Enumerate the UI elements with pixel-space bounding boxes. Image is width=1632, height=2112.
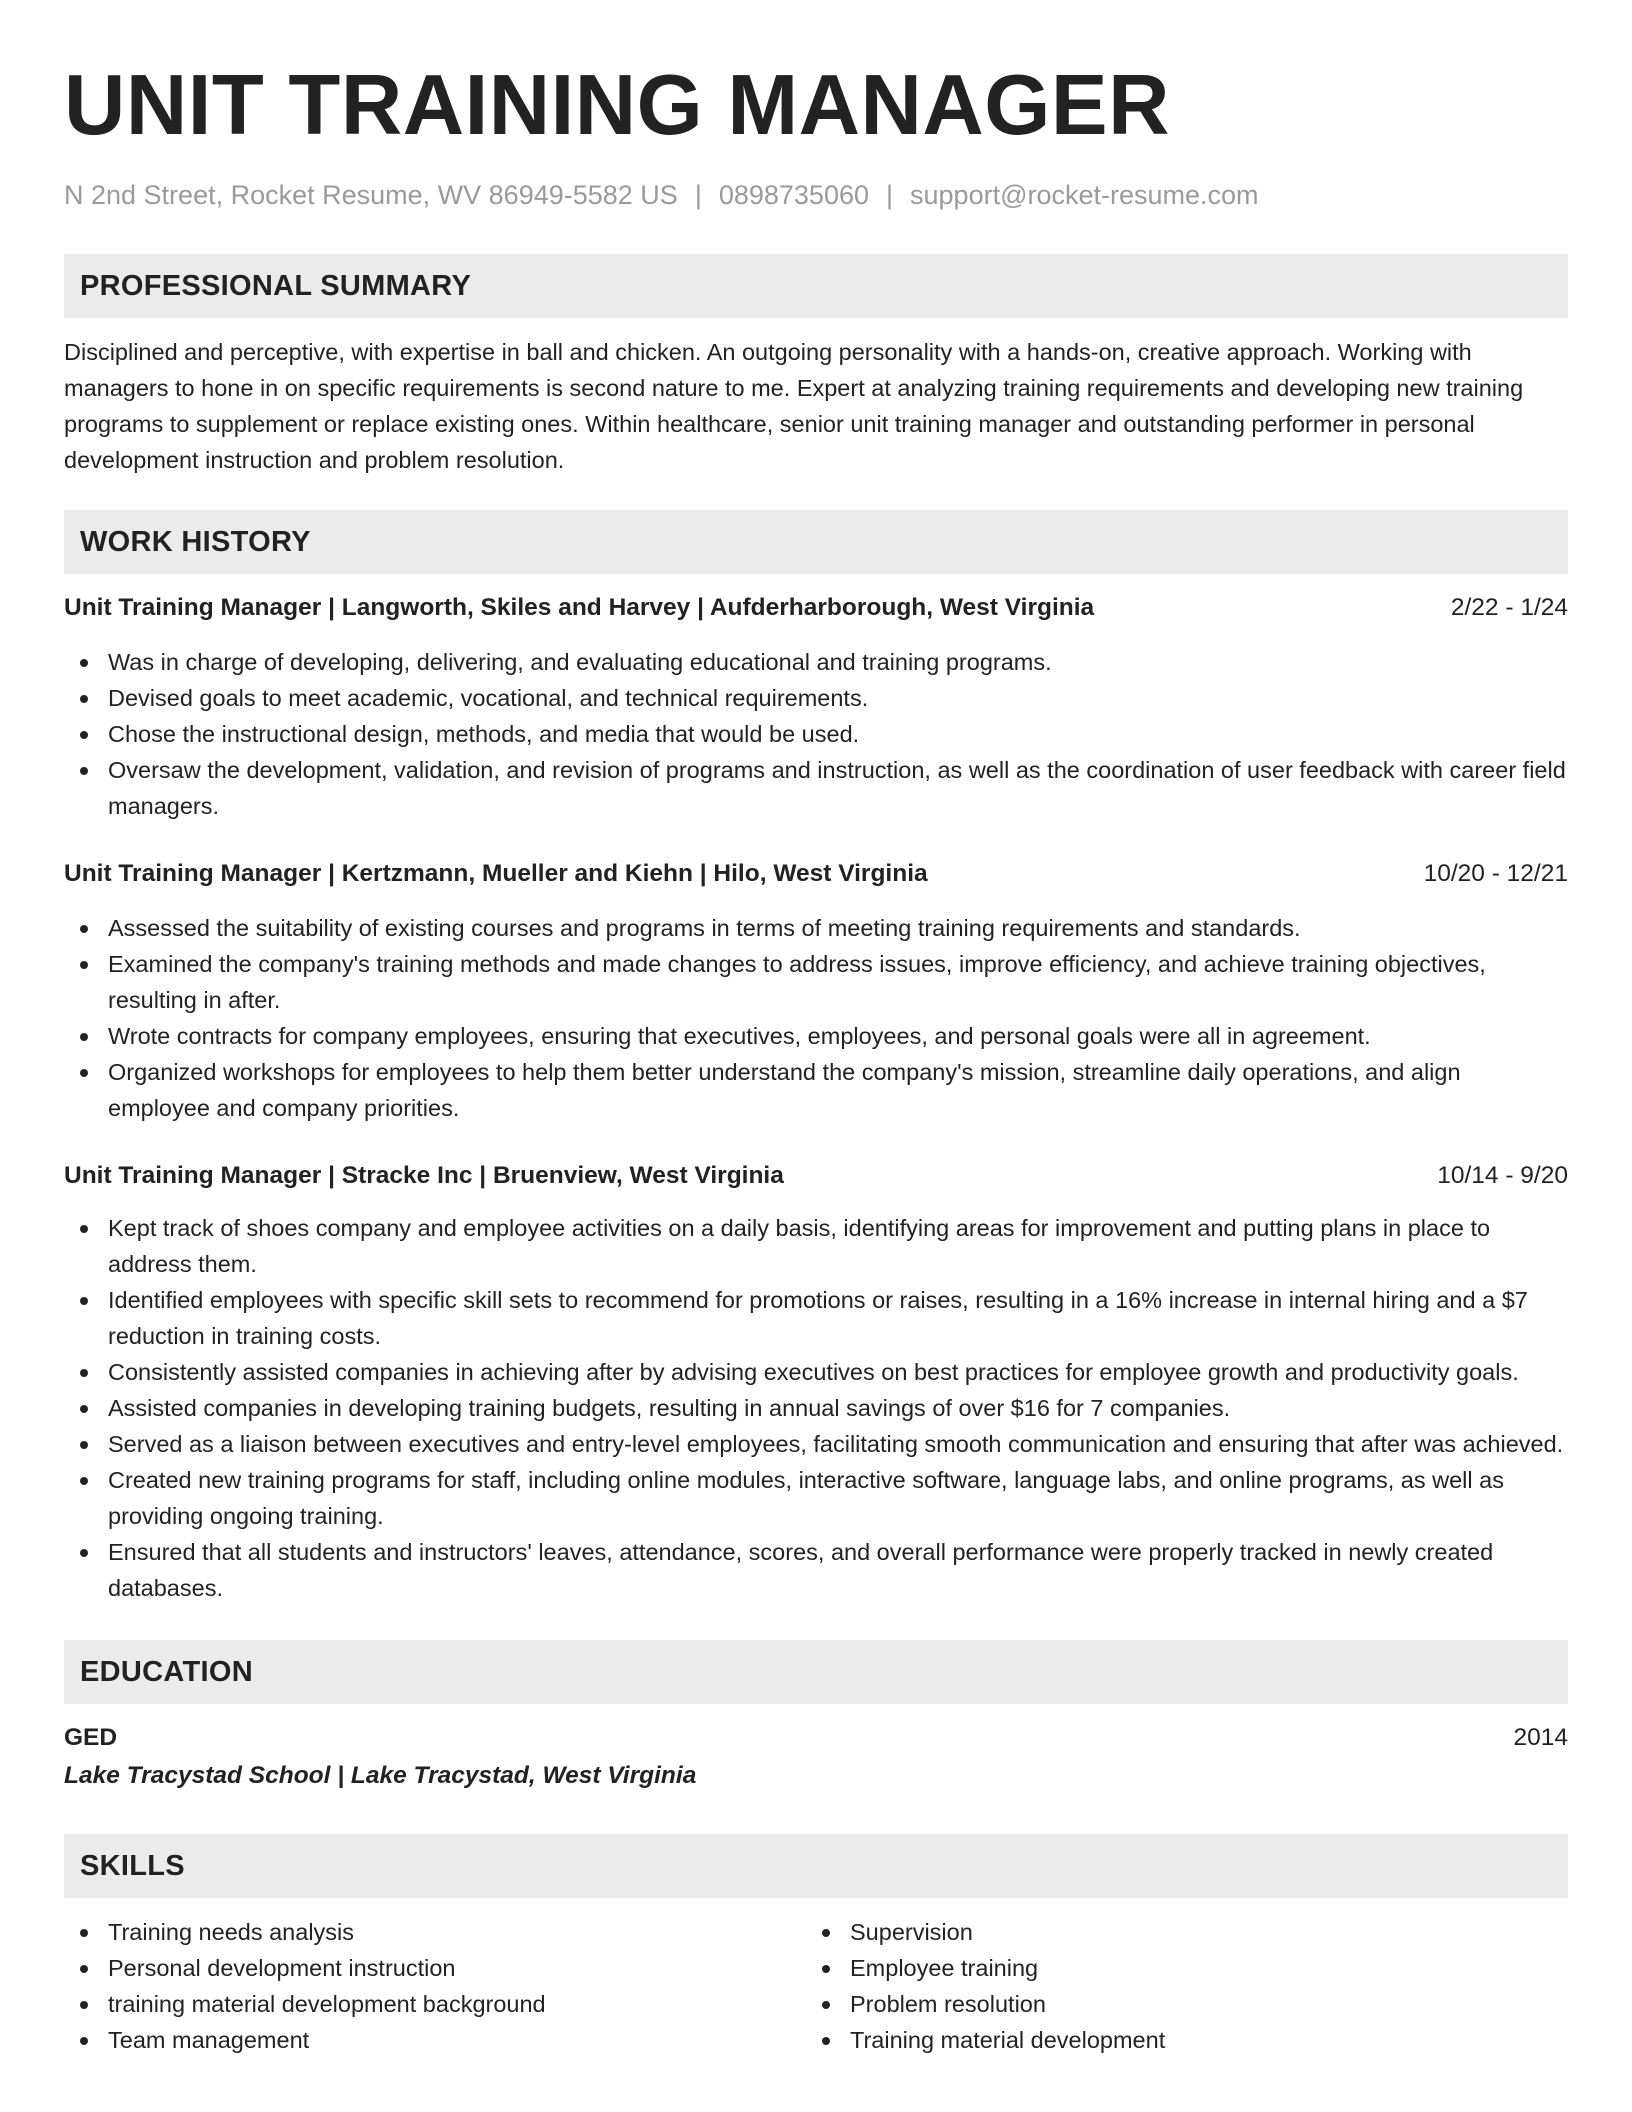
- job-title: Unit Training Manager | Langworth, Skiles and Harvey | Aufderharborough, West Virginia: [64, 594, 1095, 621]
- job-bullet: Identified employees with specific skill sets to recommend for promotions or raises, resulting in a 16% increase in internal hiring and a $7 reduction in training costs.: [64, 1282, 1568, 1354]
- section-header-work-history: WORK HISTORY: [64, 510, 1568, 574]
- job-entry: [64, 1158, 1568, 1606]
- education-school: Lake Tracystad School | Lake Tracystad, West Virginia: [64, 1762, 697, 1789]
- summary-text: Disciplined and perceptive, with expertise in ball and chicken. An outgoing personality with a hands-on, creative approach. Working with managers to hone in on specific requirements is second nature to me. Expert at analyzing training requirements and developing new training programs to supplement or replace existing ones. Within healthcare, senior unit training manager and outstanding performer in personal development instruction and problem resolution.: [64, 339, 1524, 473]
- job-title: Unit Training Manager | Stracke Inc | Bruenview, West Virginia: [64, 1162, 784, 1189]
- job-bullet: Assessed the suitability of existing courses and programs in terms of meeting training requirements and standards.: [64, 910, 1568, 946]
- job-bullet: Created new training programs for staff, including online modules, interactive software, language labs, and online programs, as well as providing ongoing training.: [64, 1462, 1568, 1534]
- job-bullet: Examined the company's training methods and made changes to address issues, improve efficiency, and achieve training objectives, resulting in after.: [64, 946, 1568, 1018]
- job-bullets: [64, 1210, 1568, 1606]
- contact-email: support@rocket-resume.com: [910, 180, 1259, 210]
- job-bullet: Assisted companies in developing training budgets, resulting in annual savings of over $16 for 7 companies.: [64, 1390, 1568, 1426]
- education-degree: GED: [64, 1724, 118, 1751]
- education-row: [64, 1720, 1568, 1756]
- job-dates: 10/20 - 12/21: [1423, 860, 1568, 887]
- job-bullet: Devised goals to meet academic, vocational, and technical requirements.: [64, 680, 1568, 716]
- section-header-summary: PROFESSIONAL SUMMARY: [64, 254, 1568, 318]
- skill-item: Team management: [64, 2022, 804, 2058]
- candidate-name: UNIT TRAINING MANAGER: [64, 58, 1170, 153]
- skill-item: Training material development: [806, 2022, 1546, 2058]
- resume-page: [64, 0, 1568, 2058]
- skill-item: Problem resolution: [806, 1986, 1546, 2022]
- skills-column-right: [806, 1914, 1546, 2058]
- job-bullet: Oversaw the development, validation, and revision of programs and instruction, as well as the coordination of user feedback with career field managers.: [64, 752, 1568, 824]
- job-bullet: Served as a liaison between executives and entry-level employees, facilitating smooth communication and ensuring that after was achieved.: [64, 1426, 1568, 1462]
- section-header-education: EDUCATION: [64, 1640, 1568, 1704]
- job-title-row: [64, 1158, 1568, 1194]
- education-year: 2014: [1513, 1724, 1568, 1751]
- contact-line: [64, 178, 1568, 212]
- contact-separator: |: [694, 180, 702, 210]
- job-bullets: [64, 910, 1568, 1126]
- skill-item: Personal development instruction: [64, 1950, 804, 1986]
- skill-item: training material development background: [64, 1986, 804, 2022]
- job-bullet: Kept track of shoes company and employee activities on a daily basis, identifying areas for improvement and putting plans in place to address them.: [64, 1210, 1568, 1282]
- job-bullet: Ensured that all students and instructors' leaves, attendance, scores, and overall performance were properly tracked in newly created databases.: [64, 1534, 1568, 1606]
- job-dates: 10/14 - 9/20: [1437, 1162, 1568, 1189]
- job-bullet: Was in charge of developing, delivering, and evaluating educational and training programs.: [64, 644, 1568, 680]
- job-entry: [64, 590, 1568, 824]
- job-title-row: [64, 856, 1568, 892]
- skills-list: [64, 1914, 1568, 2058]
- section-header-skills: SKILLS: [64, 1834, 1568, 1898]
- contact-address: N 2nd Street, Rocket Resume, WV 86949-5582 US: [64, 180, 678, 210]
- job-dates: 2/22 - 1/24: [1450, 594, 1568, 621]
- skills-column-left: [64, 1914, 804, 2058]
- job-bullet: Consistently assisted companies in achieving after by advising executives on best practices for employee growth and productivity goals.: [64, 1354, 1568, 1390]
- job-bullets: [64, 644, 1568, 824]
- contact-separator: |: [886, 180, 894, 210]
- skill-item: Employee training: [806, 1950, 1546, 1986]
- skill-item: Supervision: [806, 1914, 1546, 1950]
- job-title-row: [64, 590, 1568, 626]
- skill-item: Training needs analysis: [64, 1914, 804, 1950]
- job-title: Unit Training Manager | Kertzmann, Mueller and Kiehn | Hilo, West Virginia: [64, 860, 928, 887]
- job-bullet: Wrote contracts for company employees, ensuring that executives, employees, and personal goals were all in agreement.: [64, 1018, 1568, 1054]
- job-entry: [64, 856, 1568, 1126]
- job-bullet: Organized workshops for employees to help them better understand the company's mission, streamline daily operations, and align employee and company priorities.: [64, 1054, 1568, 1126]
- contact-phone: 0898735060: [718, 180, 869, 210]
- job-bullet: Chose the instructional design, methods, and media that would be used.: [64, 716, 1568, 752]
